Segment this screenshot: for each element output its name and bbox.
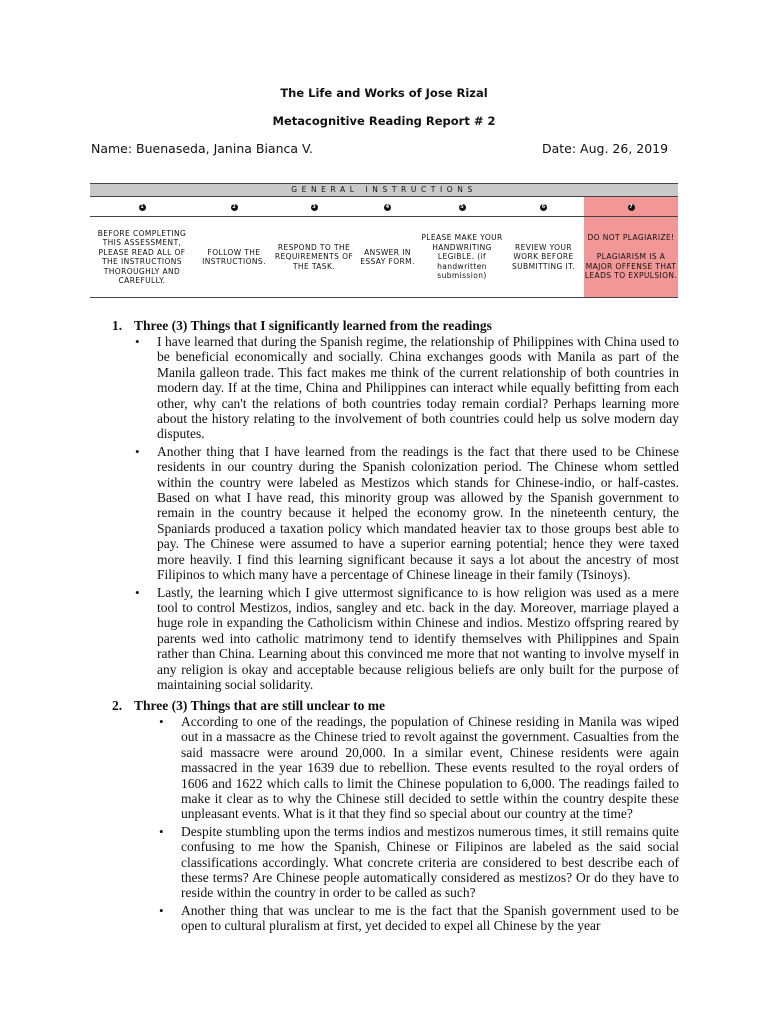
instruction-number-1: 1	[140, 204, 144, 210]
section-2-list	[158, 714, 679, 936]
instruction-7-title: DO NOT PLAGIARIZE!	[587, 233, 675, 243]
instruction-7-detail: PLAGIARISM IS A MAJOR OFFENSE THAT LEADS TO EXPULSION.	[584, 252, 678, 281]
course-title: The Life and Works of Jose Rizal	[280, 86, 488, 100]
section-2-bullet-3: • Another thing that was unclear to me is the fact that the Spanish government used to be open to cultural pluralism at first, yet decided to expel all Chinese by the year	[158, 903, 679, 934]
instruction-6: REVIEW YOUR WORK BEFORE SUBMITTING IT.	[503, 217, 584, 298]
instruction-2: FOLLOW THE INSTRUCTIONS.	[194, 217, 274, 298]
instruction-number-4: 4	[385, 204, 390, 210]
instruction-number-2: 2	[232, 204, 236, 210]
instruction-3: RESPOND TO THE REQUIREMENTS OF THE TASK.	[274, 217, 354, 298]
instruction-4: ANSWER IN ESSAY FORM.	[354, 217, 421, 298]
section-2-title: Three (3) Things that are still unclear to me	[134, 698, 385, 713]
instructions-heading: GENERAL INSTRUCTIONS	[90, 184, 678, 197]
section-1-number: 1.	[112, 318, 123, 333]
section-1-heading	[112, 318, 492, 334]
section-1-title: Three (3) Things that I significantly learned from the readings	[134, 318, 492, 333]
section-2-number: 2.	[112, 698, 123, 713]
instruction-number-7: 7	[629, 204, 633, 210]
section-1-bullet-3: • Lastly, the learning which I give uttermost significance to is how religion was used as a mere tool to control Mestizos, indios, sangley and etc. back in the day. Moreover, marriage played a huge role in expanding the Catholicism within Chinese and indios. Mestizo offspring reared by parents wed into catholic matrimony tend to identify themselves with Philippines and Spain rather than China. Learning about this convinced me more that not wanting to involve myself in any religion is okay and acceptable because religious beliefs are only built for the purpose of maintaining social solidarity.	[134, 585, 679, 693]
instruction-number-6: 6	[541, 204, 546, 210]
instruction-7	[584, 217, 678, 298]
instruction-1: BEFORE COMPLETING THIS ASSESSMENT, PLEASE READ ALL OF THE INSTRUCTIONS THOROUGHLY AND CAREFULLY.	[90, 217, 194, 298]
section-2-bullet-2: • Despite stumbling upon the terms indios and mestizos numerous times, it still remains quite confusing to me how the Spanish, Chinese or Filipinos are labeled as the said social classifications accordingly. What concrete criteria are considered to best describe each of these terms? Are Chinese people automatically considered as mestizos? Or do they have to reside within the country in order to be called as such?	[158, 824, 679, 901]
report-title: Metacognitive Reading Report # 2	[272, 114, 496, 128]
instruction-number-5: 5	[460, 204, 464, 210]
instruction-number-3: 3	[312, 204, 316, 210]
section-2-bullet-1: • According to one of the readings, the population of Chinese residing in Manila was wiped out in a massacre as the Chinese tried to revolt against the government. Casualties from the said massacre were around 20,000. In a similar event, Chinese residents were again massacred in the year 1639 due to rebellion. These events resulted to the royal orders of 1606 and 1622 which calls to limit the Chinese population to 6,000. The readings failed to make it clear as to why the Chinese still decided to settle within the country despite these unpleasant events. What is it that they find so special about our country at the time?	[158, 714, 679, 822]
instruction-5: PLEASE MAKE YOUR HANDWRITING LEGIBLE. (if handwritten submission)	[421, 217, 503, 298]
section-1-bullet-1: • I have learned that during the Spanish regime, the relationship of Philippines with China used to be beneficial economically and socially. China exchanges goods with Manila as part of the Manila galleon trade. This fact makes me think of the current relationship of both countries in modern day. If at the time, China and Philippines can interact while equally befitting from each other, why can't the relations of both countries today remain cordial? Perhaps learning more about the history relating to the involvement of both countries could help us solve modern day disputes.	[134, 334, 679, 442]
report-date: Date: Aug. 26, 2019	[542, 141, 669, 156]
student-name: Name: Buenaseda, Janina Bianca V.	[91, 141, 313, 156]
section-2-heading	[112, 698, 385, 714]
section-1-bullet-2: • Another thing that I have learned from the readings is the fact that there used to be Chinese residents in our country during the Spanish colonization period. The Chinese whom settled within the country were labeled as Mestizos which stands for Chinese-indio, or half-castes. Based on what I have read, this minority group was allowed by the Spanish government to remain in the country because it helped the economy grow. In the nineteenth century, the Spaniards produced a taxation policy which mandated heavier tax to those groups best able to pay. The Chinese were assumed to have a superior earning potential; hence they were taxed more heavily. I find this learning significant because it says a lot about the ancestry of most Filipinos to which many have a percentage of Chinese lineage in their family (Tsinoys).	[134, 444, 679, 583]
general-instructions-table	[90, 183, 678, 298]
section-1-list	[134, 334, 679, 694]
